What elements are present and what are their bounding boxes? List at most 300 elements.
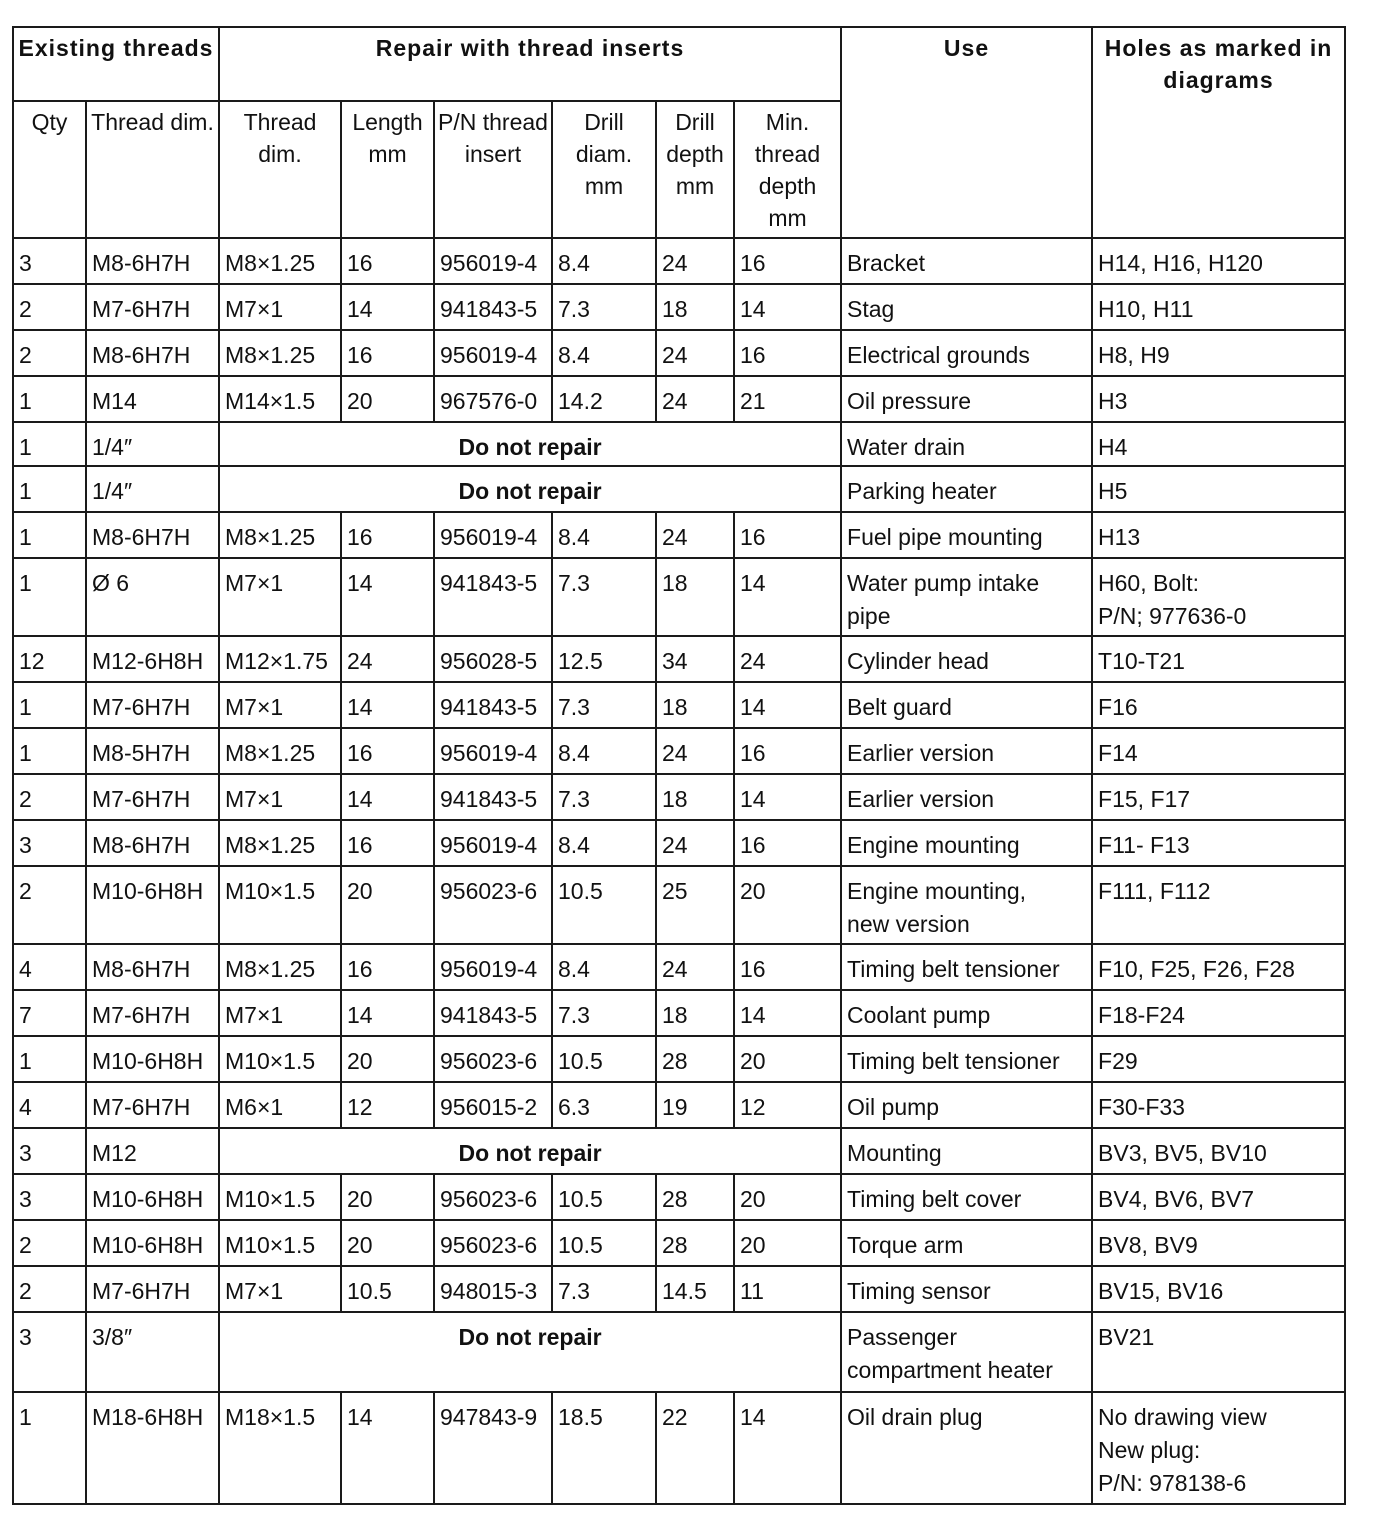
qty-cell: 1 <box>13 1392 86 1504</box>
holes-line: H13 <box>1098 524 1141 550</box>
length-cell: 20 <box>341 866 434 944</box>
repair-thread-cell: M10×1.5 <box>219 1220 341 1266</box>
repair-thread-cell: M8×1.25 <box>219 238 341 284</box>
use-cell <box>841 728 1092 774</box>
pn-cell: 956019-4 <box>434 820 552 866</box>
holes-cell <box>1092 682 1345 728</box>
existing-thread-cell: M10-6H8H <box>86 866 219 944</box>
use-line: Parking heater <box>847 478 997 504</box>
table-row <box>13 284 1345 330</box>
repair-thread-cell: M7×1 <box>219 1266 341 1312</box>
holes-line: BV21 <box>1098 1324 1155 1350</box>
holes-line: T10-T21 <box>1098 648 1185 674</box>
qty-cell: 2 <box>13 774 86 820</box>
holes-cell <box>1092 1036 1345 1082</box>
use-line: Belt guard <box>847 694 952 720</box>
min-thread-depth-cell: 20 <box>734 1036 841 1082</box>
table-row <box>13 1128 1345 1174</box>
repair-thread-cell: M12×1.75 <box>219 636 341 682</box>
existing-thread-cell: 1/4″ <box>86 466 219 512</box>
use-line: Timing belt tensioner <box>847 956 1060 982</box>
use-cell <box>841 238 1092 284</box>
use-header: Use <box>841 27 1092 238</box>
use-line: Torque arm <box>847 1232 964 1258</box>
holes-cell <box>1092 376 1345 422</box>
holes-line: F11- F13 <box>1098 832 1190 858</box>
qty-cell: 1 <box>13 466 86 512</box>
length-cell: 16 <box>341 330 434 376</box>
use-cell <box>841 820 1092 866</box>
qty-cell: 2 <box>13 1266 86 1312</box>
repair-thread-cell: M18×1.5 <box>219 1392 341 1504</box>
existing-thread-cell: Ø 6 <box>86 558 219 636</box>
holes-line: H10, H11 <box>1098 296 1194 322</box>
pn-cell: 941843-5 <box>434 990 552 1036</box>
existing-thread-cell: M10-6H8H <box>86 1220 219 1266</box>
use-line: Oil pump <box>847 1094 940 1120</box>
min-thread-depth-cell: 14 <box>734 284 841 330</box>
use-cell <box>841 990 1092 1036</box>
use-line: Stag <box>847 296 895 322</box>
holes-cell <box>1092 774 1345 820</box>
length-cell: 14 <box>341 558 434 636</box>
min-thread-depth-cell: 14 <box>734 1392 841 1504</box>
use-line: Water pump intake <box>847 570 1040 596</box>
min-thread-depth-cell: 14 <box>734 774 841 820</box>
existing-thread-cell: M7-6H7H <box>86 682 219 728</box>
use-line: Timing belt tensioner <box>847 1048 1060 1074</box>
drill-depth-cell: 24 <box>656 238 734 284</box>
holes-line: F29 <box>1098 1048 1138 1074</box>
holes-cell <box>1092 284 1345 330</box>
qty-cell: 7 <box>13 990 86 1036</box>
length-cell: 12 <box>341 1082 434 1128</box>
use-cell <box>841 1036 1092 1082</box>
holes-cell <box>1092 330 1345 376</box>
repair-thread-cell: M7×1 <box>219 558 341 636</box>
existing-threads-header: Existing threads <box>13 27 219 101</box>
use-line: Mounting <box>847 1140 942 1166</box>
min-thread-depth-cell: 21 <box>734 376 841 422</box>
holes-cell <box>1092 422 1345 466</box>
repair-thread-cell: M8×1.25 <box>219 330 341 376</box>
drill-depth-cell: 18 <box>656 682 734 728</box>
qty-cell: 3 <box>13 1312 86 1392</box>
repair-thread-cell: M8×1.25 <box>219 820 341 866</box>
existing-thread-cell: M8-6H7H <box>86 944 219 990</box>
existing-thread-cell: 3/8″ <box>86 1312 219 1392</box>
existing-thread-cell: M8-6H7H <box>86 512 219 558</box>
holes-cell <box>1092 636 1345 682</box>
holes-line: BV3, BV5, BV10 <box>1098 1140 1267 1166</box>
pn-cell: 956019-4 <box>434 944 552 990</box>
length-cell: 20 <box>341 1174 434 1220</box>
table-row <box>13 1312 1345 1392</box>
holes-line: BV8, BV9 <box>1098 1232 1198 1258</box>
holes-line: BV15, BV16 <box>1098 1278 1224 1304</box>
drill-diam-cell: 6.3 <box>552 1082 656 1128</box>
table-row <box>13 422 1345 466</box>
holes-line: F111, F112 <box>1098 878 1211 904</box>
use-line: Cylinder head <box>847 648 989 674</box>
use-line: new version <box>847 911 970 937</box>
length-cell: 20 <box>341 1220 434 1266</box>
pn-cell: 967576-0 <box>434 376 552 422</box>
length-cell: 20 <box>341 376 434 422</box>
drill-depth-cell: 28 <box>656 1220 734 1266</box>
holes-line: H60, Bolt: <box>1098 570 1200 596</box>
qty-cell: 2 <box>13 284 86 330</box>
existing-thread-cell: M8-6H7H <box>86 820 219 866</box>
existing-thread-cell: M8-5H7H <box>86 728 219 774</box>
drill-depth-cell: 14.5 <box>656 1266 734 1312</box>
thread-repair-table <box>12 26 1346 1505</box>
qty-cell: 2 <box>13 1220 86 1266</box>
min-thread-depth-cell: 14 <box>734 990 841 1036</box>
holes-cell <box>1092 820 1345 866</box>
do-not-repair-cell: Do not repair <box>219 466 841 512</box>
drill-depth-cell: 18 <box>656 990 734 1036</box>
thread-repair-table-sheet <box>12 26 1346 1505</box>
use-line: Oil drain plug <box>847 1404 983 1430</box>
holes-cell <box>1092 1128 1345 1174</box>
drill-diam-cell: 7.3 <box>552 682 656 728</box>
drill-depth-cell: 34 <box>656 636 734 682</box>
existing-thread-cell: M7-6H7H <box>86 1266 219 1312</box>
drill-diam-cell: 14.2 <box>552 376 656 422</box>
drill-diam-cell: 7.3 <box>552 1266 656 1312</box>
existing-thread-cell: M18-6H8H <box>86 1392 219 1504</box>
drill-depth-cell: 18 <box>656 558 734 636</box>
existing-thread-cell: M7-6H7H <box>86 774 219 820</box>
holes-cell <box>1092 466 1345 512</box>
length-cell: 16 <box>341 820 434 866</box>
do-not-repair-cell: Do not repair <box>219 422 841 466</box>
existing-thread-cell: M12 <box>86 1128 219 1174</box>
drill-diam-cell: 7.3 <box>552 990 656 1036</box>
drill-diam-cell: 7.3 <box>552 558 656 636</box>
use-cell <box>841 774 1092 820</box>
use-line: Engine mounting <box>847 832 1020 858</box>
holes-line: P/N; 977636-0 <box>1098 603 1247 629</box>
use-cell <box>841 1082 1092 1128</box>
drill-diam-cell: 10.5 <box>552 1174 656 1220</box>
min-thread-depth-cell: 24 <box>734 636 841 682</box>
drill-depth-header: Drill depth mm <box>656 101 734 238</box>
drill-depth-cell: 28 <box>656 1036 734 1082</box>
use-cell <box>841 1312 1092 1392</box>
use-line: Engine mounting, <box>847 878 1027 904</box>
holes-cell <box>1092 1174 1345 1220</box>
qty-cell: 1 <box>13 422 86 466</box>
qty-header: Qty <box>13 101 86 238</box>
holes-cell <box>1092 728 1345 774</box>
min-thread-depth-cell: 16 <box>734 238 841 284</box>
use-cell <box>841 330 1092 376</box>
use-line: Earlier version <box>847 786 995 812</box>
qty-cell: 1 <box>13 376 86 422</box>
length-cell: 16 <box>341 944 434 990</box>
qty-cell: 2 <box>13 330 86 376</box>
drill-depth-cell: 28 <box>656 1174 734 1220</box>
existing-thread-cell: M7-6H7H <box>86 1082 219 1128</box>
use-line: Water drain <box>847 434 966 460</box>
min-thread-depth-cell: 14 <box>734 682 841 728</box>
drill-depth-cell: 24 <box>656 330 734 376</box>
table-row <box>13 376 1345 422</box>
use-line: Timing belt cover <box>847 1186 1022 1212</box>
pn-cell: 941843-5 <box>434 682 552 728</box>
drill-depth-cell: 18 <box>656 774 734 820</box>
qty-cell: 1 <box>13 1036 86 1082</box>
holes-cell <box>1092 1220 1345 1266</box>
repair-thread-dim-header: Thread dim. <box>219 101 341 238</box>
pn-cell: 941843-5 <box>434 284 552 330</box>
pn-cell: 956028-5 <box>434 636 552 682</box>
length-cell: 14 <box>341 990 434 1036</box>
min-thread-depth-cell: 20 <box>734 1174 841 1220</box>
drill-depth-cell: 24 <box>656 376 734 422</box>
length-cell: 14 <box>341 774 434 820</box>
holes-line: H3 <box>1098 388 1128 414</box>
drill-depth-cell: 24 <box>656 944 734 990</box>
do-not-repair-cell: Do not repair <box>219 1312 841 1392</box>
use-line: Timing sensor <box>847 1278 991 1304</box>
drill-depth-cell: 18 <box>656 284 734 330</box>
length-cell: 14 <box>341 682 434 728</box>
holes-line: BV4, BV6, BV7 <box>1098 1186 1255 1212</box>
holes-cell <box>1092 1266 1345 1312</box>
use-line: Earlier version <box>847 740 995 766</box>
holes-line: F14 <box>1098 740 1138 766</box>
table-row <box>13 944 1345 990</box>
pn-cell: 956023-6 <box>434 866 552 944</box>
table-row <box>13 866 1345 944</box>
existing-thread-cell: M7-6H7H <box>86 990 219 1036</box>
length-header: Length mm <box>341 101 434 238</box>
pn-cell: 956023-6 <box>434 1036 552 1082</box>
length-cell: 10.5 <box>341 1266 434 1312</box>
existing-thread-cell: M14 <box>86 376 219 422</box>
table-row <box>13 1174 1345 1220</box>
use-line: Passenger <box>847 1324 957 1350</box>
holes-line: P/N: 978138-6 <box>1098 1470 1247 1496</box>
pn-cell: 947843-9 <box>434 1392 552 1504</box>
use-cell <box>841 1266 1092 1312</box>
table-row <box>13 728 1345 774</box>
use-line: Oil pressure <box>847 388 972 414</box>
repair-thread-cell: M6×1 <box>219 1082 341 1128</box>
pn-cell: 956023-6 <box>434 1174 552 1220</box>
pn-cell: 941843-5 <box>434 774 552 820</box>
drill-depth-cell: 19 <box>656 1082 734 1128</box>
repair-thread-cell: M7×1 <box>219 284 341 330</box>
use-cell <box>841 1392 1092 1504</box>
drill-diam-cell: 8.4 <box>552 728 656 774</box>
existing-thread-cell: M7-6H7H <box>86 284 219 330</box>
holes-cell <box>1092 1082 1345 1128</box>
table-row <box>13 1036 1345 1082</box>
use-cell <box>841 1174 1092 1220</box>
drill-diam-header: Drill diam. mm <box>552 101 656 238</box>
drill-depth-cell: 24 <box>656 512 734 558</box>
length-cell: 14 <box>341 1392 434 1504</box>
repair-thread-cell: M8×1.25 <box>219 512 341 558</box>
drill-diam-cell: 10.5 <box>552 866 656 944</box>
repair-thread-cell: M7×1 <box>219 682 341 728</box>
pn-cell: 956023-6 <box>434 1220 552 1266</box>
drill-diam-cell: 8.4 <box>552 512 656 558</box>
drill-diam-cell: 10.5 <box>552 1036 656 1082</box>
qty-cell: 1 <box>13 558 86 636</box>
use-cell <box>841 376 1092 422</box>
length-cell: 16 <box>341 728 434 774</box>
table-row <box>13 774 1345 820</box>
holes-line: No drawing view <box>1098 1404 1267 1430</box>
table-row <box>13 512 1345 558</box>
table-row <box>13 636 1345 682</box>
table-row <box>13 1266 1345 1312</box>
table-row <box>13 1392 1345 1504</box>
pn-cell: 956019-4 <box>434 728 552 774</box>
table-row <box>13 682 1345 728</box>
qty-cell: 3 <box>13 1174 86 1220</box>
use-cell <box>841 422 1092 466</box>
repair-header: Repair with thread inserts <box>219 27 841 101</box>
length-cell: 20 <box>341 1036 434 1082</box>
holes-cell <box>1092 944 1345 990</box>
min-thread-depth-cell: 20 <box>734 866 841 944</box>
drill-diam-cell: 10.5 <box>552 1220 656 1266</box>
holes-cell <box>1092 1312 1345 1392</box>
holes-line: F16 <box>1098 694 1138 720</box>
existing-thread-cell: M10-6H8H <box>86 1174 219 1220</box>
pn-header: P/N thread insert <box>434 101 552 238</box>
use-line: Fuel pipe mounting <box>847 524 1043 550</box>
qty-cell: 4 <box>13 944 86 990</box>
holes-header: Holes as marked in diagrams <box>1092 27 1345 238</box>
use-line: pipe <box>847 603 891 629</box>
min-thread-depth-cell: 16 <box>734 820 841 866</box>
drill-depth-cell: 24 <box>656 820 734 866</box>
repair-thread-cell: M8×1.25 <box>219 728 341 774</box>
holes-line: F30-F33 <box>1098 1094 1185 1120</box>
table-row <box>13 1082 1345 1128</box>
drill-diam-cell: 8.4 <box>552 944 656 990</box>
existing-thread-cell: 1/4″ <box>86 422 219 466</box>
repair-thread-cell: M10×1.5 <box>219 866 341 944</box>
qty-cell: 3 <box>13 1128 86 1174</box>
existing-thread-cell: M12-6H8H <box>86 636 219 682</box>
repair-thread-cell: M14×1.5 <box>219 376 341 422</box>
min-thread-depth-cell: 20 <box>734 1220 841 1266</box>
drill-diam-cell: 18.5 <box>552 1392 656 1504</box>
pn-cell: 956019-4 <box>434 512 552 558</box>
min-thread-depth-cell: 11 <box>734 1266 841 1312</box>
holes-cell <box>1092 512 1345 558</box>
use-cell <box>841 682 1092 728</box>
existing-thread-cell: M8-6H7H <box>86 238 219 284</box>
use-line: Bracket <box>847 250 926 276</box>
drill-diam-cell: 12.5 <box>552 636 656 682</box>
min-thread-depth-cell: 16 <box>734 944 841 990</box>
use-cell <box>841 1128 1092 1174</box>
table-row <box>13 990 1345 1036</box>
length-cell: 16 <box>341 512 434 558</box>
use-cell <box>841 1220 1092 1266</box>
holes-cell <box>1092 1392 1345 1504</box>
holes-cell <box>1092 990 1345 1036</box>
holes-line: H5 <box>1098 478 1128 504</box>
use-cell <box>841 558 1092 636</box>
pn-cell: 956015-2 <box>434 1082 552 1128</box>
drill-diam-cell: 7.3 <box>552 774 656 820</box>
qty-cell: 4 <box>13 1082 86 1128</box>
repair-thread-cell: M8×1.25 <box>219 944 341 990</box>
existing-thread-dim-header: Thread dim. <box>86 101 219 238</box>
use-cell <box>841 512 1092 558</box>
length-cell: 24 <box>341 636 434 682</box>
repair-thread-cell: M7×1 <box>219 774 341 820</box>
drill-depth-cell: 24 <box>656 728 734 774</box>
drill-diam-cell: 8.4 <box>552 820 656 866</box>
table-body <box>13 238 1345 1504</box>
table-row <box>13 820 1345 866</box>
holes-line: H8, H9 <box>1098 342 1170 368</box>
holes-cell <box>1092 238 1345 284</box>
min-thread-depth-header: Min. thread depth mm <box>734 101 841 238</box>
length-cell: 16 <box>341 238 434 284</box>
min-thread-depth-cell: 16 <box>734 512 841 558</box>
use-cell <box>841 284 1092 330</box>
use-cell <box>841 866 1092 944</box>
min-thread-depth-cell: 16 <box>734 728 841 774</box>
holes-cell <box>1092 558 1345 636</box>
use-cell <box>841 466 1092 512</box>
use-cell <box>841 944 1092 990</box>
qty-cell: 3 <box>13 820 86 866</box>
pn-cell: 948015-3 <box>434 1266 552 1312</box>
min-thread-depth-cell: 16 <box>734 330 841 376</box>
qty-cell: 1 <box>13 512 86 558</box>
qty-cell: 2 <box>13 866 86 944</box>
pn-cell: 956019-4 <box>434 238 552 284</box>
length-cell: 14 <box>341 284 434 330</box>
existing-thread-cell: M10-6H8H <box>86 1036 219 1082</box>
do-not-repair-cell: Do not repair <box>219 1128 841 1174</box>
drill-diam-cell: 8.4 <box>552 330 656 376</box>
drill-depth-cell: 22 <box>656 1392 734 1504</box>
repair-thread-cell: M10×1.5 <box>219 1036 341 1082</box>
holes-line: New plug: <box>1098 1437 1201 1463</box>
holes-line: H14, H16, H120 <box>1098 250 1263 276</box>
use-cell <box>841 636 1092 682</box>
holes-line: H4 <box>1098 434 1128 460</box>
table-row <box>13 558 1345 636</box>
qty-cell: 1 <box>13 682 86 728</box>
qty-cell: 3 <box>13 238 86 284</box>
table-row <box>13 1220 1345 1266</box>
use-line: Electrical grounds <box>847 342 1030 368</box>
drill-depth-cell: 25 <box>656 866 734 944</box>
qty-cell: 1 <box>13 728 86 774</box>
drill-diam-cell: 8.4 <box>552 238 656 284</box>
drill-diam-cell: 7.3 <box>552 284 656 330</box>
table-row <box>13 238 1345 284</box>
repair-thread-cell: M7×1 <box>219 990 341 1036</box>
holes-cell <box>1092 866 1345 944</box>
holes-line: F10, F25, F26, F28 <box>1098 956 1295 982</box>
